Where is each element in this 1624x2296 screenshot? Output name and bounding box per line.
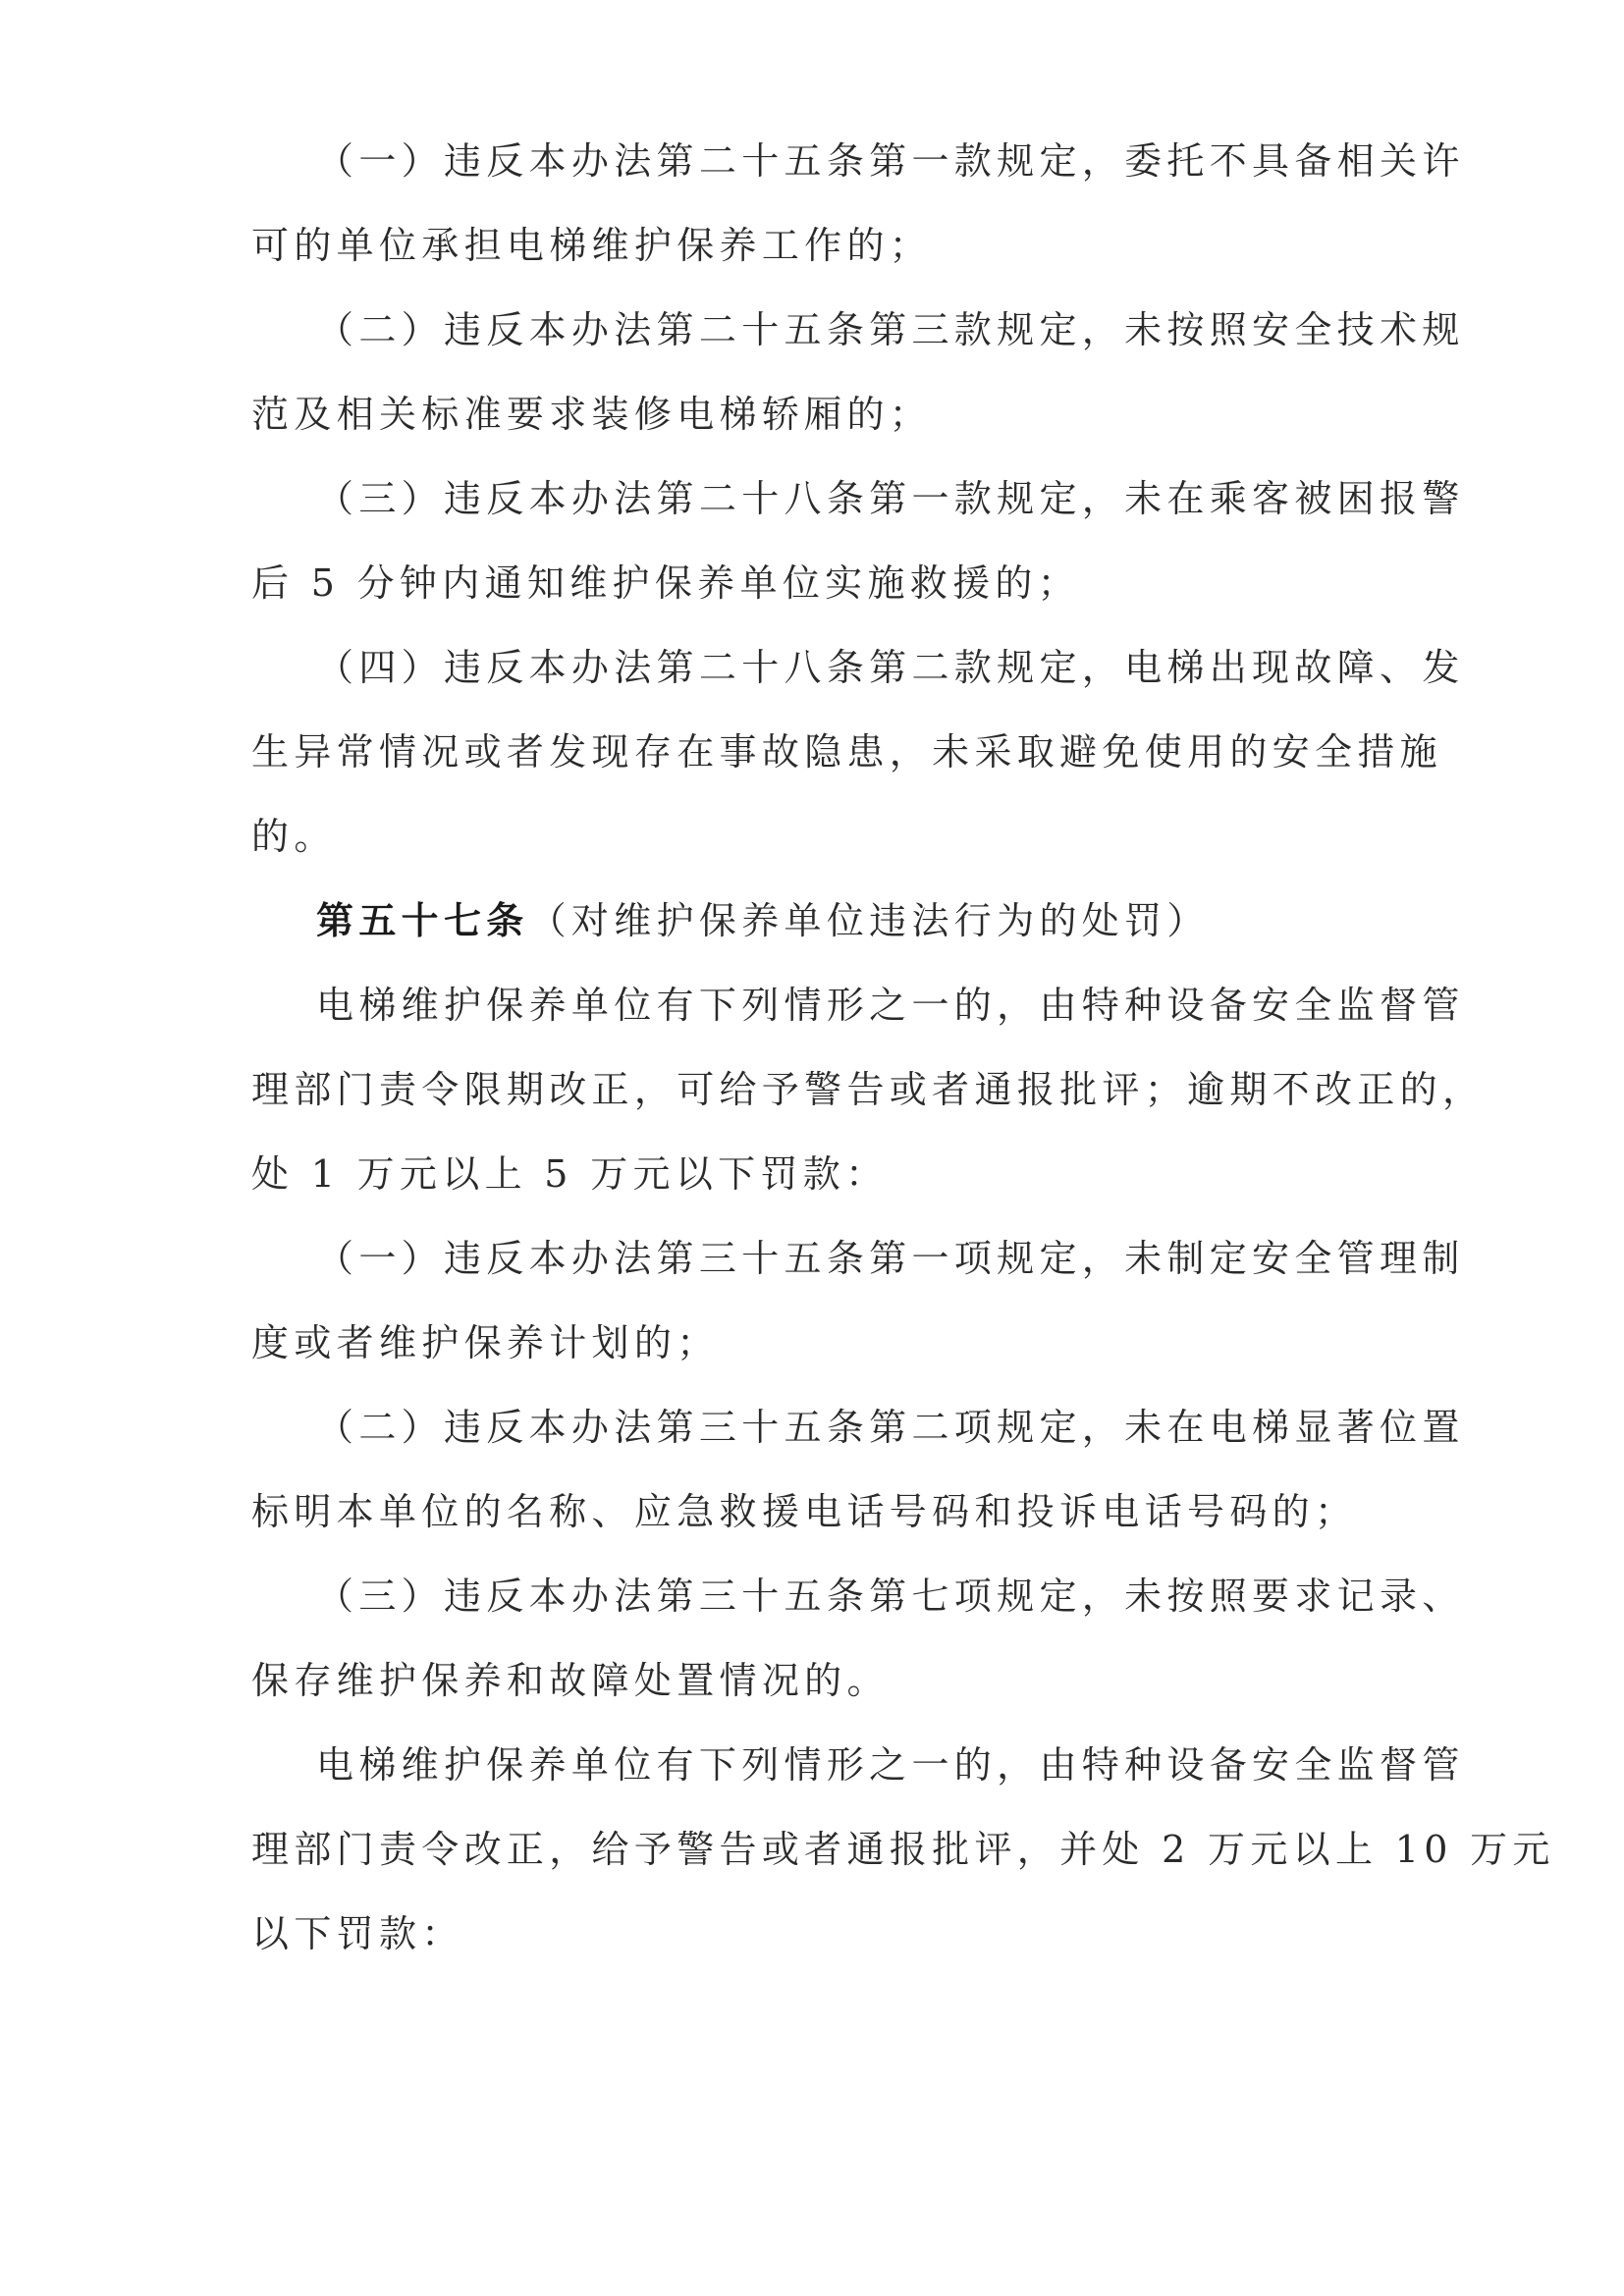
paragraph-8-line-1: （二）违反本办法第三十五条第二项规定，未在电梯显著位置 xyxy=(316,1406,1465,1449)
article-subtitle: （对维护保养单位违法行为的处罚） xyxy=(528,899,1210,942)
paragraph-7-line-1: （一）违反本办法第三十五条第一项规定，未制定安全管理制 xyxy=(316,1237,1465,1280)
article-title: 第五十七条 xyxy=(316,899,529,942)
paragraph-6-line-2: 理部门责令限期改正，可给予警告或者通报批评；逾期不改正的， xyxy=(251,1068,1486,1111)
article-heading xyxy=(316,897,1210,944)
paragraph-6-line-1: 电梯维护保养单位有下列情形之一的，由特种设备安全监督管 xyxy=(316,984,1465,1027)
paragraph-8-line-2: 标明本单位的名称、应急救援电话号码和投诉电话号码的； xyxy=(251,1490,1358,1533)
paragraph-9-line-2: 保存维护保养和故障处置情况的。 xyxy=(251,1659,890,1702)
paragraph-4-line-1: （四）违反本办法第二十八条第二款规定，电梯出现故障、发 xyxy=(316,646,1465,689)
paragraph-3-line-2: 后 5 分钟内通知维护保养单位实施救援的； xyxy=(251,561,1081,605)
paragraph-1-line-1: （一）违反本办法第二十五条第一款规定，委托不具备相关许 xyxy=(316,139,1465,183)
paragraph-10-line-1: 电梯维护保养单位有下列情形之一的，由特种设备安全监督管 xyxy=(316,1743,1465,1787)
paragraph-2-line-1: （二）违反本办法第二十五条第三款规定，未按照安全技术规 xyxy=(316,308,1465,351)
paragraph-7-line-2: 度或者维护保养计划的； xyxy=(251,1321,720,1364)
paragraph-3-line-1: （三）违反本办法第二十八条第一款规定，未在乘客被困报警 xyxy=(316,477,1465,520)
paragraph-6-line-3: 处 1 万元以上 5 万元以下罚款： xyxy=(251,1152,889,1196)
paragraph-10-line-3: 以下罚款： xyxy=(251,1912,464,1955)
paragraph-2-line-2: 范及相关标准要求装修电梯轿厢的； xyxy=(251,393,933,436)
paragraph-4-line-2: 生异常情况或者发现存在事故隐患，未采取避免使用的安全措施 xyxy=(251,730,1442,774)
paragraph-4-line-3: 的。 xyxy=(251,815,337,858)
paragraph-10-line-2: 理部门责令改正，给予警告或者通报批评，并处 2 万元以上 10 万元 xyxy=(251,1828,1555,1871)
paragraph-9-line-1: （三）违反本办法第三十五条第七项规定，未按照要求记录、 xyxy=(316,1575,1465,1618)
paragraph-1-line-2: 可的单位承担电梯维护保养工作的； xyxy=(251,224,933,267)
